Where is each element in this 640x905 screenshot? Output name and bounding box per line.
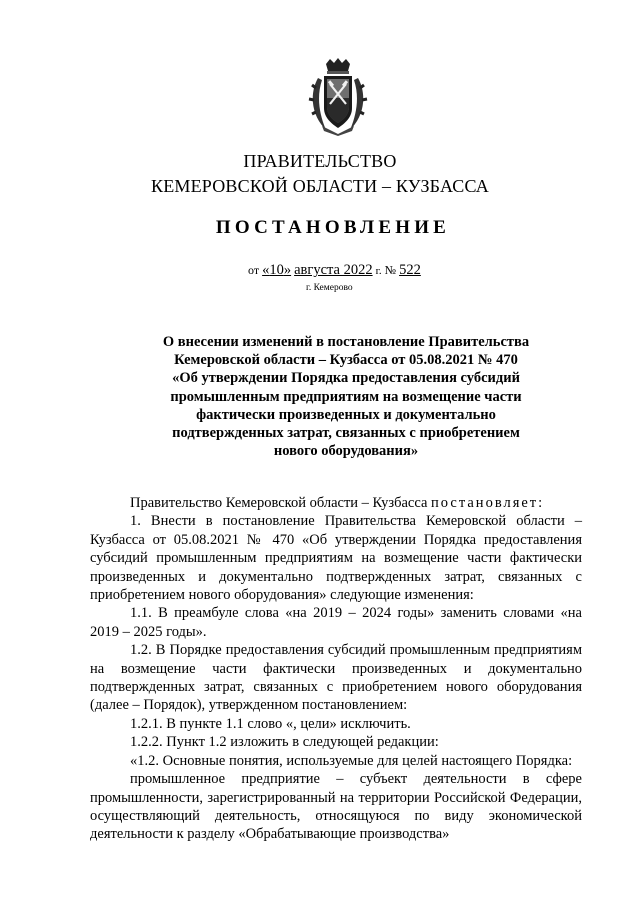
date-close-quote: » [283,262,292,278]
body-paragraph-intro [90,494,582,512]
subject-line: О внесении изменений в постановление Правительства [162,334,530,350]
city-line: г. Кемерово [306,283,353,293]
subject-line: фактически произведенных и документально [196,406,496,423]
subject-line: нового оборудования» [273,443,419,460]
document-body [90,494,582,844]
document-type-title: ПОСТАНОВЛЕНИЕ [215,217,451,238]
date-prefix: от [248,263,260,277]
body-paragraph: 1.2. В Порядке предоставления субсидий промышленным предприятиям на возмещение части фактически произведенных и документально подтвержденных затрат, связанных с приобретением нового оборудования (далее – Порядок), утвержденном постановлением: [90,642,582,714]
government-name-line2: КЕМЕРОВСКОЙ ОБЛАСТИ – КУЗБАССА [151,176,489,196]
government-name-line1: ПРАВИТЕЛЬСТВО [243,151,397,171]
date-day: 10 [269,262,284,278]
document-number: 522 [399,262,421,278]
document-subject [140,333,552,460]
body-paragraph: 1.2.2. Пункт 1.2 изложить в следующей редакции: [130,734,439,751]
subject-line: промышленным предприятиям на возмещение части [170,388,522,405]
body-paragraph: «1.2. Основные понятия, используемые для целей настоящего Порядка: [130,752,573,769]
intro-decree-word: постановляет: [431,495,545,511]
number-sign: № [384,263,397,277]
date-open-quote: « [262,262,270,278]
date-number-line [248,262,421,279]
body-paragraph: 1.2.1. В пункте 1.1 слово «, цели» исключить. [130,715,411,732]
body-paragraph: 1. Внести в постановление Правительства Кемеровской области – Кузбасса от 05.08.2021 № 470 «Об утверждении Порядка предоставления субсидий промышленным предприятиям на возмещение части фактически произведенных и документально подтвержденных затрат, связанных с приобретением нового оборудования» следующие изменения: [90,513,582,604]
coat-of-arms-emblem [308,58,368,136]
date-year-suffix: г. [375,265,382,277]
intro-text: Правительство Кемеровской области – Кузбасса [130,495,432,511]
body-paragraph: 1.1. В преамбуле слова «на 2019 – 2024 годы» заменить словами «на 2019 – 2025 годы». [90,605,582,640]
subject-line: подтвержденных затрат, связанных с приобретением [172,425,520,442]
date-month-year: августа 2022 [294,262,373,278]
body-paragraph: промышленное предприятие – субъект деятельности в сфере промышленности, зарегистрированный на территории Российской Федерации, осуществляющий деятельность, относящуюся по виду экономической деятельности к разделу «Обрабатывающие производства» [90,771,582,843]
subject-line: «Об утверждении Порядка предоставления субсидий [172,370,520,387]
subject-line: Кемеровской области – Кузбасса от 05.08.2021 № 470 [174,352,518,369]
